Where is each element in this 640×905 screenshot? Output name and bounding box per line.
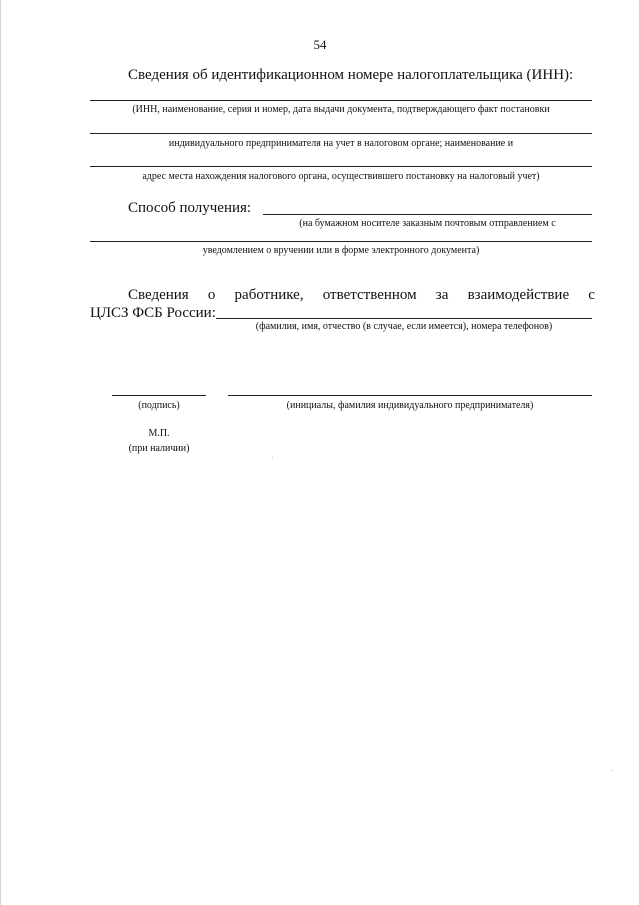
- employee-caption: (фамилия, имя, отчество (в случае, если имеется), номера телефонов): [255, 321, 553, 332]
- method-caption-2: уведомлением о вручении или в форме электронного документа): [202, 245, 480, 256]
- scan-left-edge: [0, 0, 1, 905]
- signature-line[interactable]: [112, 395, 206, 396]
- method-label: Способ получения:: [128, 200, 252, 216]
- employee-word: ответственном: [322, 287, 417, 303]
- employee-word: с: [588, 287, 595, 303]
- inn-field-line-1[interactable]: [90, 100, 592, 101]
- method-caption-1: (на бумажном носителе заказным почтовым отправлением с: [299, 218, 556, 229]
- employee-word: работнике,: [234, 287, 304, 303]
- scan-speck: [612, 770, 613, 771]
- name-line[interactable]: [228, 395, 592, 396]
- stamp-note: (при наличии): [128, 443, 190, 454]
- employee-word: Сведения: [128, 287, 189, 303]
- inn-heading: Сведения об идентификационном номере налогоплательщика (ИНН):: [128, 67, 574, 83]
- employee-heading-line-2: ЦЛСЗ ФСБ России:: [90, 305, 216, 321]
- inn-field-line-3[interactable]: [90, 166, 592, 167]
- page-number: 54: [313, 37, 327, 52]
- method-field-line-1[interactable]: [263, 214, 592, 215]
- signature-caption: (подпись): [138, 400, 180, 411]
- scan-speck: [272, 457, 273, 458]
- name-caption: (инициалы, фамилия индивидуального предпринимателя): [286, 400, 534, 411]
- employee-word: о: [207, 287, 216, 303]
- inn-caption-1: (ИНН, наименование, серия и номер, дата выдачи документа, подтверждающего факт постановки: [132, 104, 550, 115]
- inn-caption-3: адрес места нахождения налогового органа, осуществившего постановку на налоговый учет): [142, 171, 540, 182]
- stamp-label: М.П.: [148, 428, 170, 439]
- employee-word: взаимодействие: [467, 287, 570, 303]
- employee-field-line[interactable]: [216, 318, 592, 319]
- employee-word: за: [435, 287, 449, 303]
- employee-heading-line-1: [90, 287, 595, 304]
- inn-caption-2: индивидуального предпринимателя на учет в налоговом органе; наименование и: [168, 138, 514, 149]
- inn-field-line-2[interactable]: [90, 133, 592, 134]
- method-field-line-2[interactable]: [90, 241, 592, 242]
